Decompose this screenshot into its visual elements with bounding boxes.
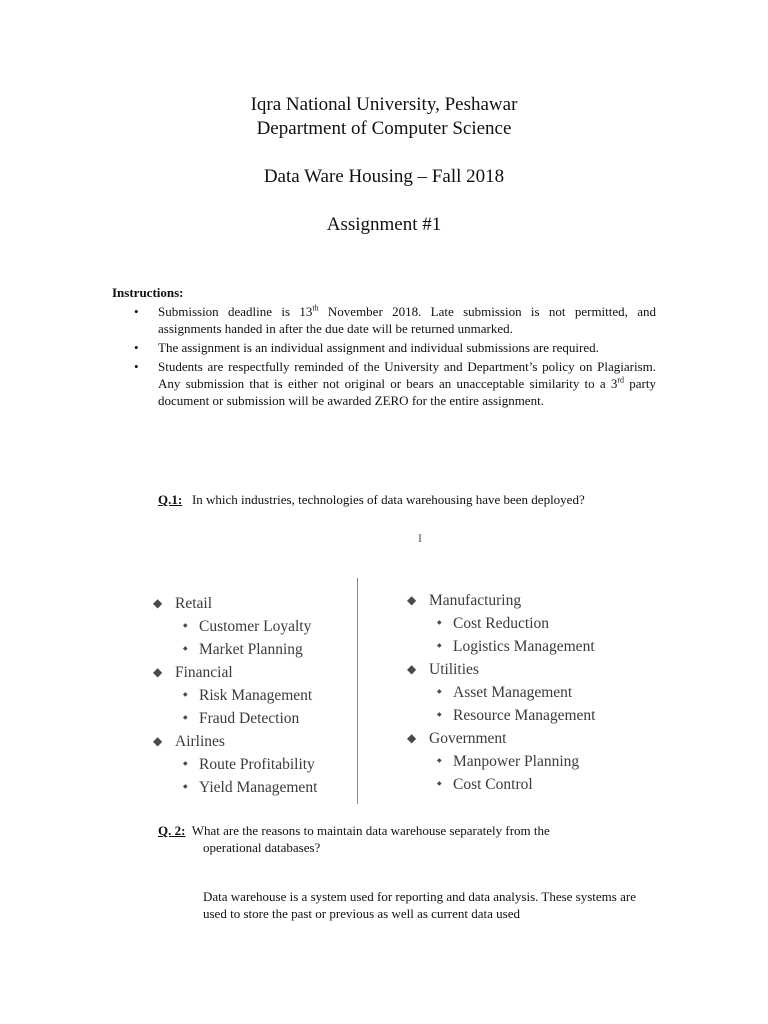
instruction-deadline: • Submission deadline is 13th November 2018. Late submission is not permitted, and assignments handed in after the due date will be returned unmarked.: [112, 303, 656, 337]
text-cursor-mark: I: [418, 531, 422, 545]
government-item: ◆ Cost Control: [407, 773, 595, 796]
industry-manufacturing: ◆ Manufacturing: [407, 589, 595, 612]
question-2-line-2: operational databases?: [203, 840, 321, 855]
utilities-item: ◆ Resource Management: [407, 704, 595, 727]
financial-item: ◆ Risk Management: [153, 684, 317, 707]
industries-right-column: [407, 589, 595, 796]
question-2: [158, 822, 638, 856]
industries-diagram: [145, 576, 625, 804]
instruction-individual: • The assignment is an individual assignment and individual submissions are required.: [112, 339, 656, 356]
question-2-line-1: What are the reasons to maintain data warehouse separately from the: [191, 823, 550, 838]
industries-left-column: [153, 592, 317, 799]
industry-airlines: ◆ Airlines: [153, 730, 317, 753]
question-1: [158, 492, 585, 508]
assignment-title: Assignment #1: [326, 214, 442, 235]
instruction-plagiarism: • Students are respectfully reminded of the University and Department’s policy on Plagiarism. Any submission that is either not original or bears an unacceptable similarity to a 3rd party document or submission will be awarded ZERO for the entire assignment.: [112, 358, 656, 409]
retail-item: ◆ Customer Loyalty: [153, 615, 317, 638]
manufacturing-item: ◆ Logistics Management: [407, 635, 595, 658]
instructions-list: [112, 303, 656, 411]
industry-government: ◆ Government: [407, 727, 595, 750]
retail-item: ◆ Market Planning: [153, 638, 317, 661]
question-1-label: Q.1:: [158, 492, 183, 507]
column-divider: [357, 578, 358, 804]
financial-item: ◆ Fraud Detection: [153, 707, 317, 730]
question-1-text: In which industries, technologies of data warehousing have been deployed?: [191, 492, 585, 507]
industry-financial: ◆ Financial: [153, 661, 317, 684]
industry-retail: ◆ Retail: [153, 592, 317, 615]
manufacturing-item: ◆ Cost Reduction: [407, 612, 595, 635]
government-item: ◆ Manpower Planning: [407, 750, 595, 773]
airlines-item: ◆ Yield Management: [153, 776, 317, 799]
course-title: Data Ware Housing – Fall 2018: [263, 166, 505, 187]
airlines-item: ◆ Route Profitability: [153, 753, 317, 776]
question-2-label: Q. 2:: [158, 823, 186, 838]
university-name: Iqra National University, Peshawar: [250, 94, 518, 115]
industry-utilities: ◆ Utilities: [407, 658, 595, 681]
utilities-item: ◆ Asset Management: [407, 681, 595, 704]
answer-paragraph: Data warehouse is a system used for reporting and data analysis. These systems are used to store the past or previous as well as current data used: [203, 889, 636, 921]
instructions-label: Instructions:: [112, 285, 184, 300]
department-name: Department of Computer Science: [256, 118, 512, 139]
